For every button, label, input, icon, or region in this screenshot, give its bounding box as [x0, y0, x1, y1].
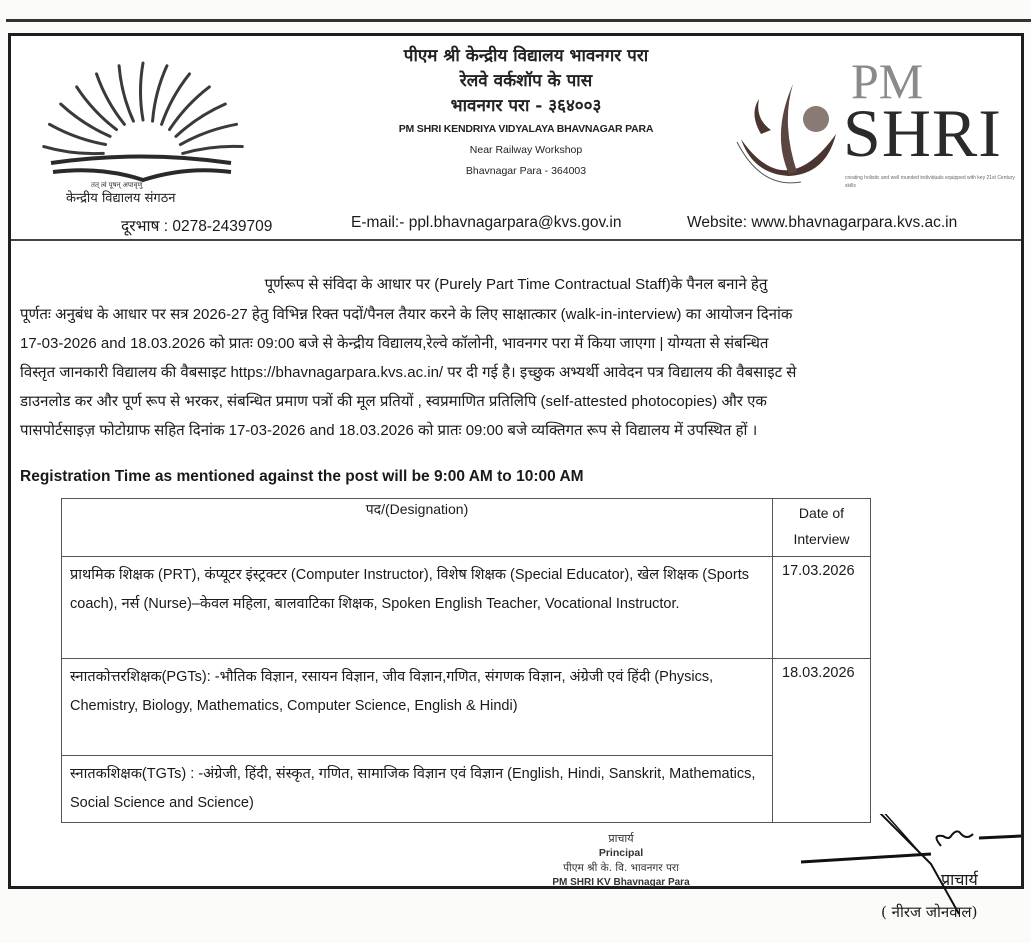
table-header-row [62, 499, 871, 557]
kvs-org-name: केन्द्रीय विद्यालय संगठन [66, 191, 176, 206]
date-header-line2: Interview [793, 531, 850, 547]
stamp-line: PM SHRI KV Bhavnagar Para [552, 877, 690, 888]
stamp-line: प्राचार्य [608, 832, 634, 845]
paragraph-line: 17-03-2026 and 18.03.2026 को प्रातः 09:00 बजे से केन्द्रीय विद्यालय,रेल्वे कॉलोनी, भावनगर परा में किया जाएगा | योग्यता से संबन्धित [20, 335, 769, 352]
designation-cell: स्नातकशिक्षक(TGTs) : -अंग्रेजी, हिंदी, संस्कृत, गणित, सामाजिक विज्ञान एवं विज्ञान (English, Hindi, Sanskrit, Mathematics, Social Science and Science) [62, 756, 773, 823]
stamp-line: पीएम श्री के. वि. भावनगर परा [563, 862, 679, 874]
phone-number: दूरभाष : 0278-2439709 [121, 218, 273, 235]
sun-ray [61, 104, 110, 136]
date-cell: 17.03.2026 [773, 557, 871, 659]
designation-header: पद/(Designation) [62, 499, 773, 557]
school-pin-hi: भावनगर परा - ३६४००३ [450, 96, 602, 116]
notice-paragraph [20, 300, 1015, 445]
sun-ray [162, 74, 190, 124]
date-header [773, 499, 871, 557]
school-landmark-en: Near Railway Workshop [469, 144, 583, 156]
posts-table [61, 498, 871, 823]
pm-shri-logo [731, 54, 1016, 214]
table-row [62, 659, 871, 756]
sun-ray [49, 124, 105, 144]
principal-stamp [491, 831, 751, 890]
stamp-line: Principal [598, 847, 644, 859]
designation-cell: स्नातकोत्तरशिक्षक(PGTs): -भौतिक विज्ञान, रसायन विज्ञान, जीव विज्ञान,गणित, संगणक विज्ञान, अंग्रेजी एवं हिंदी (Physics, Chemistry, Biology, Mathematics, Computer Science, English & Hindi) [62, 659, 773, 756]
principal-title: प्राचार्य [941, 870, 978, 889]
date-cell: 18.03.2026 [773, 659, 871, 823]
shri-logo-text: SHRI [843, 95, 1002, 171]
school-pin-en: Bhavnagar Para - 364003 [465, 165, 587, 177]
pm-shri-tagline: creating holistic and well rounded individuals equipped with key 21st Century skills [845, 175, 1015, 189]
sun-ray [141, 63, 144, 120]
registration-time: Registration Time as mentioned against the post will be 9:00 AM to 10:00 AM [20, 468, 584, 485]
paragraph-line: डाउनलोड कर और पूर्ण रूप से भरकर, संबन्धित प्रमाण पत्रों की मूल प्रतियों , स्वप्रमाणित प्रतिलिपि (self-attested photocopies) और एक [20, 393, 767, 410]
principal-name: ( नीरज जोनवाल) [881, 903, 978, 921]
header-divider [11, 239, 1021, 241]
email-address[interactable]: E-mail:- ppl.bhavnagarpara@kvs.gov.in [351, 214, 622, 231]
school-landmark-hi: रेलवे वर्कशॉप के पास [459, 71, 593, 91]
sun-ray [119, 66, 133, 121]
school-name-en: PM SHRI KENDRIYA VIDYALAYA BHAVNAGAR PARA [398, 123, 654, 135]
school-name-hi: पीएम श्री केन्द्रीय विद्यालय भावनगर परा [403, 46, 649, 66]
notice-document [8, 33, 1024, 921]
date-header-line1: Date of [798, 505, 845, 521]
sun-ray [183, 146, 243, 153]
paragraph-line: पूर्णतः अनुबंध के आधार पर सत्र 2026-27 हेतु विभिन्न रिक्त पदों/पैनल तैयार करने के लिए साक्षात्कार (walk-in-interview) का आयोजन दिनांक [20, 306, 793, 323]
pm-shri-emblem-icon [731, 64, 846, 194]
top-rule [6, 19, 1031, 22]
sun-ray [44, 147, 104, 154]
website-link[interactable]: Website: www.bhavnagarpara.kvs.ac.in [687, 214, 958, 231]
paragraph-line: विस्तृत जानकारी विद्यालय की वैबसाइट https://bhavnagarpara.kvs.ac.in/ पर दी गई है। इच्छुक अभ्यर्थी आवेदन पत्र विद्यालय की वैबसाइट से [20, 364, 797, 381]
table-row [62, 756, 871, 823]
table-row [62, 557, 871, 659]
notice-heading: पूर्णरूप से संविदा के आधार पर (Purely Part Time Contractual Staff)के पैनल बनाने हेतु [264, 276, 768, 293]
designation-cell: प्राथमिक शिक्षक (PRT), कंप्यूटर इंस्ट्रक्टर (Computer Instructor), विशेष शिक्षक (Special Educator), खेल शिक्षक (Sports coach), नर्स (Nurse)–केवल महिला, बालवाटिका शिक्षक, Spoken English Teacher, Vocational Instructor. [62, 557, 773, 659]
paragraph-line: पासपोर्टसाइज़ फोटोग्राफ सहित दिनांक 17-03-2026 and 18.03.2026 को प्रातः 09:00 बजे व्यक्तिगत रूप से विद्यालय में उपस्थित हों । [20, 422, 758, 439]
sun-ray [176, 104, 225, 136]
kvs-motto: तत् त्वं पूषन् अपावृणु [91, 182, 143, 189]
school-address-block [311, 44, 741, 182]
pm-logo-text: PM [851, 53, 924, 109]
